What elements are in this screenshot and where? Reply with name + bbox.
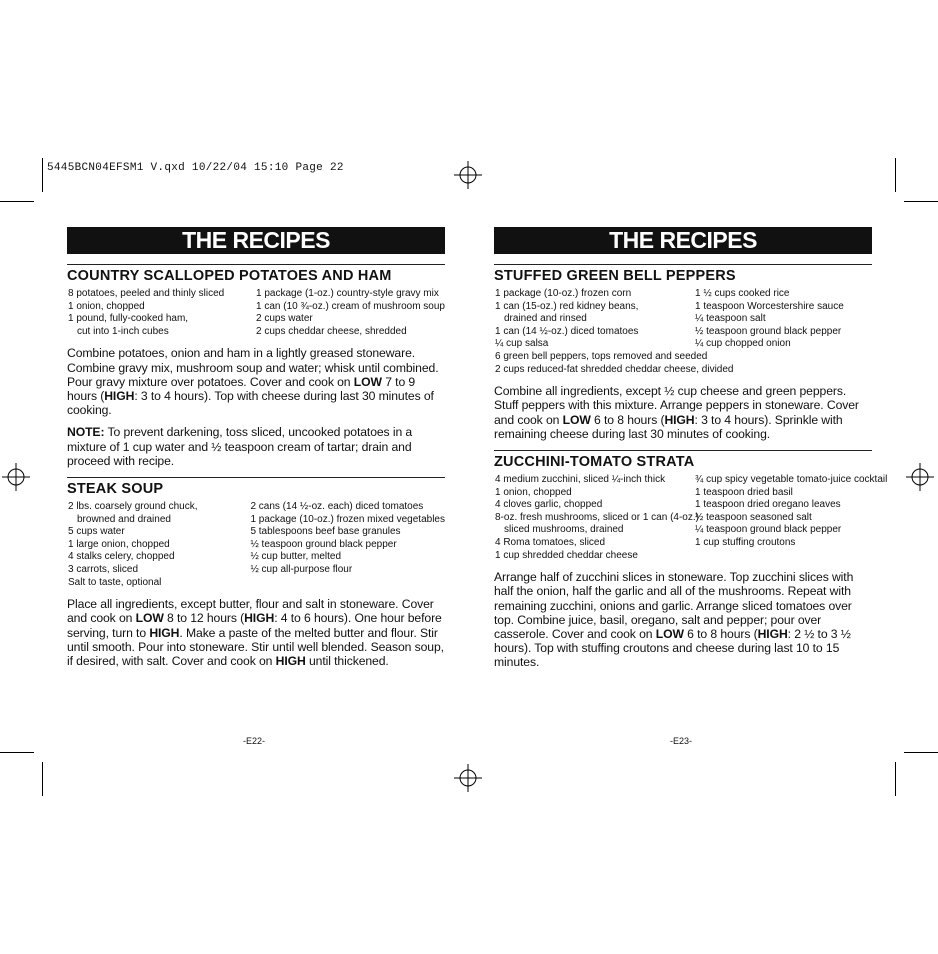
directions-text: 7 to 9 hours ( (67, 374, 416, 403)
ingredient: browned and drained (77, 513, 171, 525)
directions-text: : 2 ½ to 3 ½ hours). Top with stuffing croutons and cheese during last 10 to 15 minutes. (494, 626, 851, 670)
high-setting: HIGH (149, 625, 180, 640)
ingredient: 4 stalks celery, chopped (68, 551, 175, 563)
ingredient: ½ cup all-purpose flour (250, 563, 353, 575)
registration-mark-icon (2, 463, 30, 491)
high-setting: HIGH (104, 388, 135, 403)
registration-mark-icon (454, 161, 482, 189)
recipe-zucchini-strata (494, 450, 888, 670)
ingredient: 2 cans (14 ½-oz. each) diced tomatoes (250, 501, 424, 512)
ingredient: ¼ teaspoon ground black pepper (695, 524, 842, 536)
crop-mark (0, 752, 34, 753)
right-page (494, 227, 888, 670)
ingredient: ¼ cup salsa (495, 338, 549, 350)
ingredient: ½ teaspoon ground black pepper (695, 325, 842, 337)
crop-mark (0, 201, 34, 202)
note-text: To prevent darkening, toss sliced, uncooked potatoes in a mixture of 1 cup water and ½ teaspoon cream of tartar; drain and proceed with recipe. (67, 425, 413, 468)
ingredient-list (67, 501, 445, 589)
directions-text: Combine all ingredients, except ½ cup cheese and green peppers. Stuff peppers with this mixture. Arrange peppers in stoneware. Cover and cook on (494, 384, 859, 427)
crop-mark (895, 762, 896, 796)
low-setting: LOW (655, 626, 684, 641)
ingredient: 1 can (10 ¾-oz.) cream of mushroom soup (256, 300, 445, 312)
ingredient: 6 green bell peppers, tops removed and seeded (495, 350, 708, 362)
ingredient: 1 onion, chopped (495, 486, 572, 498)
page-number: -E23- (670, 736, 693, 746)
directions-text: : 3 to 4 hours). Top with cheese during last 30 minutes of cooking. (67, 388, 434, 418)
high-setting: HIGH (757, 626, 788, 641)
ingredient: 2 lbs. coarsely ground chuck, (68, 501, 198, 512)
low-setting: LOW (353, 374, 382, 389)
section-banner: THE RECIPES (494, 227, 872, 254)
directions-text: Place all ingredients, except butter, flour and salt in stoneware. Cover and cook on (67, 597, 434, 626)
ingredient: 8 potatoes, peeled and thinly sliced (68, 288, 225, 299)
ingredient: 1 cup stuffing croutons (695, 536, 796, 548)
crop-mark (904, 201, 938, 202)
registration-mark-icon (454, 764, 482, 792)
directions-text: Arrange half of zucchini slices in stoneware. Top zucchini slices with half the onion, half the garlic and all of the mushrooms. Repeat with remaining zucchini, onions and garlic. Arrange sliced tomatoes over top. Combine juice, basil, oregano, salt and pepper; pour over casserole. Cover and cook on (494, 570, 854, 641)
recipe-steak-soup (67, 477, 445, 668)
ingredient: 8-oz. fresh mushrooms, sliced or 1 can (4-oz.) (495, 511, 699, 523)
recipe-directions (67, 597, 445, 668)
high-setting: HIGH (275, 653, 306, 668)
ingredient: drained and rinsed (504, 313, 587, 325)
ingredient: 1 can (15-oz.) red kidney beans, (495, 300, 639, 312)
ingredient: 1 can (14 ½-oz.) diced tomatoes (495, 325, 639, 337)
ingredient: 4 medium zucchini, sliced ¼-inch thick (495, 473, 666, 485)
ingredient: 5 cups water (68, 526, 125, 538)
directions-text: : 4 to 6 hours). One hour before serving, turn to (67, 611, 442, 640)
high-setting: HIGH (244, 611, 275, 626)
directions-text: until thickened. (305, 653, 389, 668)
ingredient: 1 package (10-oz.) frozen mixed vegetables (250, 513, 445, 525)
recipe-title: COUNTRY SCALLOPED POTATOES AND HAM (67, 264, 445, 284)
ingredient: 1 ½ cups cooked rice (695, 288, 790, 299)
recipe-directions (494, 570, 872, 669)
ingredient: 2 cups cheddar cheese, shredded (256, 325, 407, 337)
ingredient: Salt to taste, optional (68, 576, 162, 588)
ingredient: ¼ cup chopped onion (695, 338, 791, 350)
ingredient: ¾ cup spicy vegetable tomato-juice cocktail (695, 473, 888, 485)
ingredient: 1 package (10-oz.) frozen corn (495, 288, 632, 299)
ingredient: 2 cups water (256, 313, 313, 325)
ingredient: 2 cups reduced-fat shredded cheddar cheese, divided (495, 363, 734, 375)
ingredient: 1 onion, chopped (68, 300, 145, 312)
recipe-title: STUFFED GREEN BELL PEPPERS (494, 264, 872, 284)
ingredient: 1 teaspoon Worcestershire sauce (695, 300, 844, 312)
ingredient-list (494, 288, 872, 376)
low-setting: LOW (562, 412, 591, 427)
directions-text: Combine potatoes, onion and ham in a lightly greased stoneware. Combine gravy mix, mushroom soup and water; whisk until combined. Pour gravy mixture over potatoes. Cover and cook on (67, 346, 439, 389)
ingredient: ½ cup butter, melted (250, 551, 342, 563)
low-setting: LOW (135, 611, 164, 626)
ingredient-list (67, 288, 445, 338)
ingredient: ½ teaspoon ground black pepper (250, 538, 397, 550)
page-number: -E22- (243, 736, 266, 746)
ingredient: sliced mushrooms, drained (504, 524, 624, 536)
ingredient: 4 cloves garlic, chopped (495, 499, 603, 511)
crop-mark (895, 158, 896, 192)
ingredient: 1 teaspoon dried basil (695, 486, 793, 498)
directions-text: 8 to 12 hours ( (163, 611, 245, 626)
section-banner: THE RECIPES (67, 227, 445, 254)
recipe-stuffed-peppers (494, 264, 872, 441)
ingredient: 1 package (1-oz.) country-style gravy mix (256, 288, 439, 299)
crop-mark (42, 762, 43, 796)
recipe-directions (494, 384, 872, 441)
ingredient: 1 cup shredded cheddar cheese (495, 549, 638, 561)
ingredient: 1 large onion, chopped (68, 538, 170, 550)
directions-text: : 3 to 4 hours). Sprinkle with remaining cheese during last 30 minutes of cooking. (494, 412, 843, 441)
directions-text: 6 to 8 hours ( (683, 626, 758, 641)
recipe-note (67, 425, 445, 468)
crop-mark (904, 752, 938, 753)
recipe-title: ZUCCHINI-TOMATO STRATA (494, 450, 872, 470)
file-slug: 5445BCN04EFSM1 V.qxd 10/22/04 15:10 Page 22 (47, 162, 344, 174)
crop-mark (42, 158, 43, 192)
recipe-title: STEAK SOUP (67, 477, 445, 497)
left-page (67, 227, 445, 668)
ingredient: 1 teaspoon dried oregano leaves (695, 499, 841, 511)
recipe-directions (67, 346, 445, 417)
directions-text: 6 to 8 hours ( (590, 412, 665, 427)
note-label: NOTE: (67, 425, 105, 440)
ingredient: ½ teaspoon seasoned salt (695, 511, 812, 523)
ingredient: ¼ teaspoon salt (695, 313, 766, 325)
registration-mark-icon (906, 463, 934, 491)
recipe-scalloped-potatoes (67, 264, 445, 468)
ingredient: 4 Roma tomatoes, sliced (495, 536, 606, 548)
ingredient: cut into 1-inch cubes (77, 325, 169, 337)
directions-text: . Make a paste of the melted butter and flour. Stir until smooth. Pour into stoneware. Stir until well blended. Season soup, if desired, with salt. Cover and cook on (67, 625, 444, 668)
ingredient: 5 tablespoons beef base granules (250, 526, 401, 538)
ingredient-list (494, 473, 888, 562)
high-setting: HIGH (664, 412, 695, 427)
ingredient: 1 pound, fully-cooked ham, (68, 313, 189, 325)
ingredient: 3 carrots, sliced (68, 563, 139, 575)
